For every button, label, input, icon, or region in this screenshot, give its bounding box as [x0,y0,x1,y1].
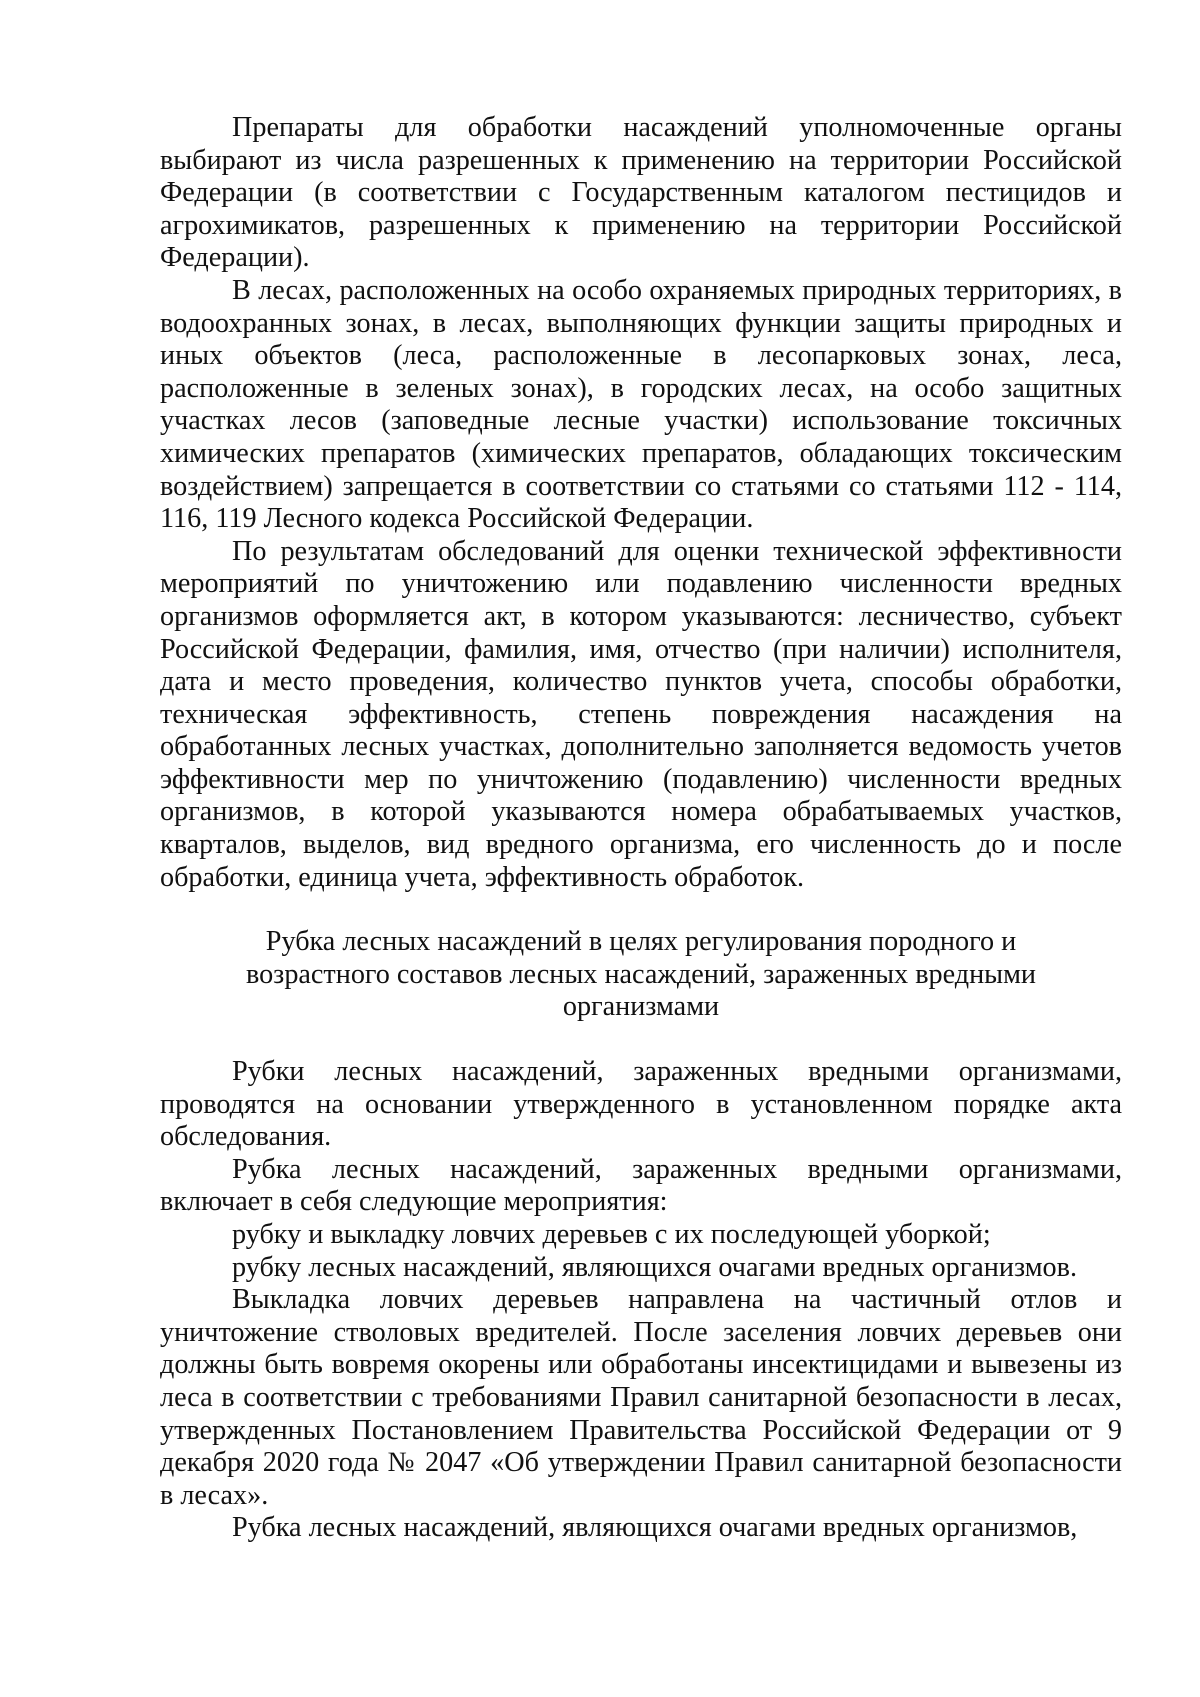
list-item-outbreak-felling: рубку лесных насаждений, являющихся очагами вредных организмов. [232,1251,1077,1283]
paragraph-trap-trees: Выкладка ловчих деревьев направлена на частичный отлов и уничтожение стволовых вредителей. После заселения ловчих деревьев они должны быть вовремя окорены или обработаны инсектицидами и вывезены из леса в соответствии с требованиями Правил санитарной безопасности в лесах, утвержденных Постановлением Правительства Российской Федерации от 9 декабря 2020 года № 2047 «Об утверждении Правил санитарной безопасности в лесах». [160,1284,1122,1511]
paragraph-protected-areas: В лесах, расположенных на особо охраняемых природных территориях, в водоохранных зонах, в лесах, выполняющих функции защиты природных и иных объектов (леса, расположенные в лесопарковых зонах, леса, расположенные в зеленых зонах), в городских лесах, на особо защитных участках лесов (заповедные лесные участки) использование токсичных химических препаратов (химических препаратов, обладающих токсическим воздействием) запрещается в соответствии со статьями со статьями 112 - 114, 116, 119 Лесного кодекса Российской Федерации. [160,274,1122,535]
list-item-trap-trees: рубку и выкладку ловчих деревьев с их последующей уборкой; [232,1219,991,1250]
section-heading: Рубка лесных насаждений в целях регулирования породного и возрастного составов лесных насаждений, зараженных вредными организмами [245,926,1037,1023]
spacer [160,894,1122,926]
paragraph-survey-act: По результатам обследований для оценки технической эффективности мероприятий по уничтожению или подавлению численности вредных организмов оформляется акт, в котором указываются: лесничество, субъект Российской Федерации, фамилия, имя, отчество (при наличии) исполнителя, дата и место проведения, количество пунктов учета, способы обработки, техническая эффективность, степень повреждения насаждения на обработанных лесных участках, дополнительно заполняется ведомость учетов эффективности мер по уничтожению (подавлению) численности вредных организмов, в которой указываются номера обрабатываемых участков, кварталов, выделов, вид вредного организма, его численность до и после обработки, единица учета, эффективность обработок. [160,535,1122,893]
paragraph-outbreak-felling: Рубка лесных насаждений, являющихся очагами вредных организмов, [232,1512,1078,1544]
paragraph-felling-basis: Рубки лесных насаждений, зараженных вредными организмами, проводятся на основании утвержденного в установленном порядке акта обследования. [160,1056,1122,1153]
document-page [160,112,1122,1545]
paragraph-preparations: Препараты для обработки насаждений уполномоченные органы выбирают из числа разрешенных к применению на территории Российской Федерации (в соответствии с Государственным каталогом пестицидов и агрохимикатов, разрешенных к применению на территории Российской Федерации). [160,112,1122,274]
spacer [160,1024,1122,1056]
paragraph-felling-includes: Рубка лесных насаждений, зараженных вредными организмами, включает в себя следующие мероприятия: [160,1153,1122,1218]
